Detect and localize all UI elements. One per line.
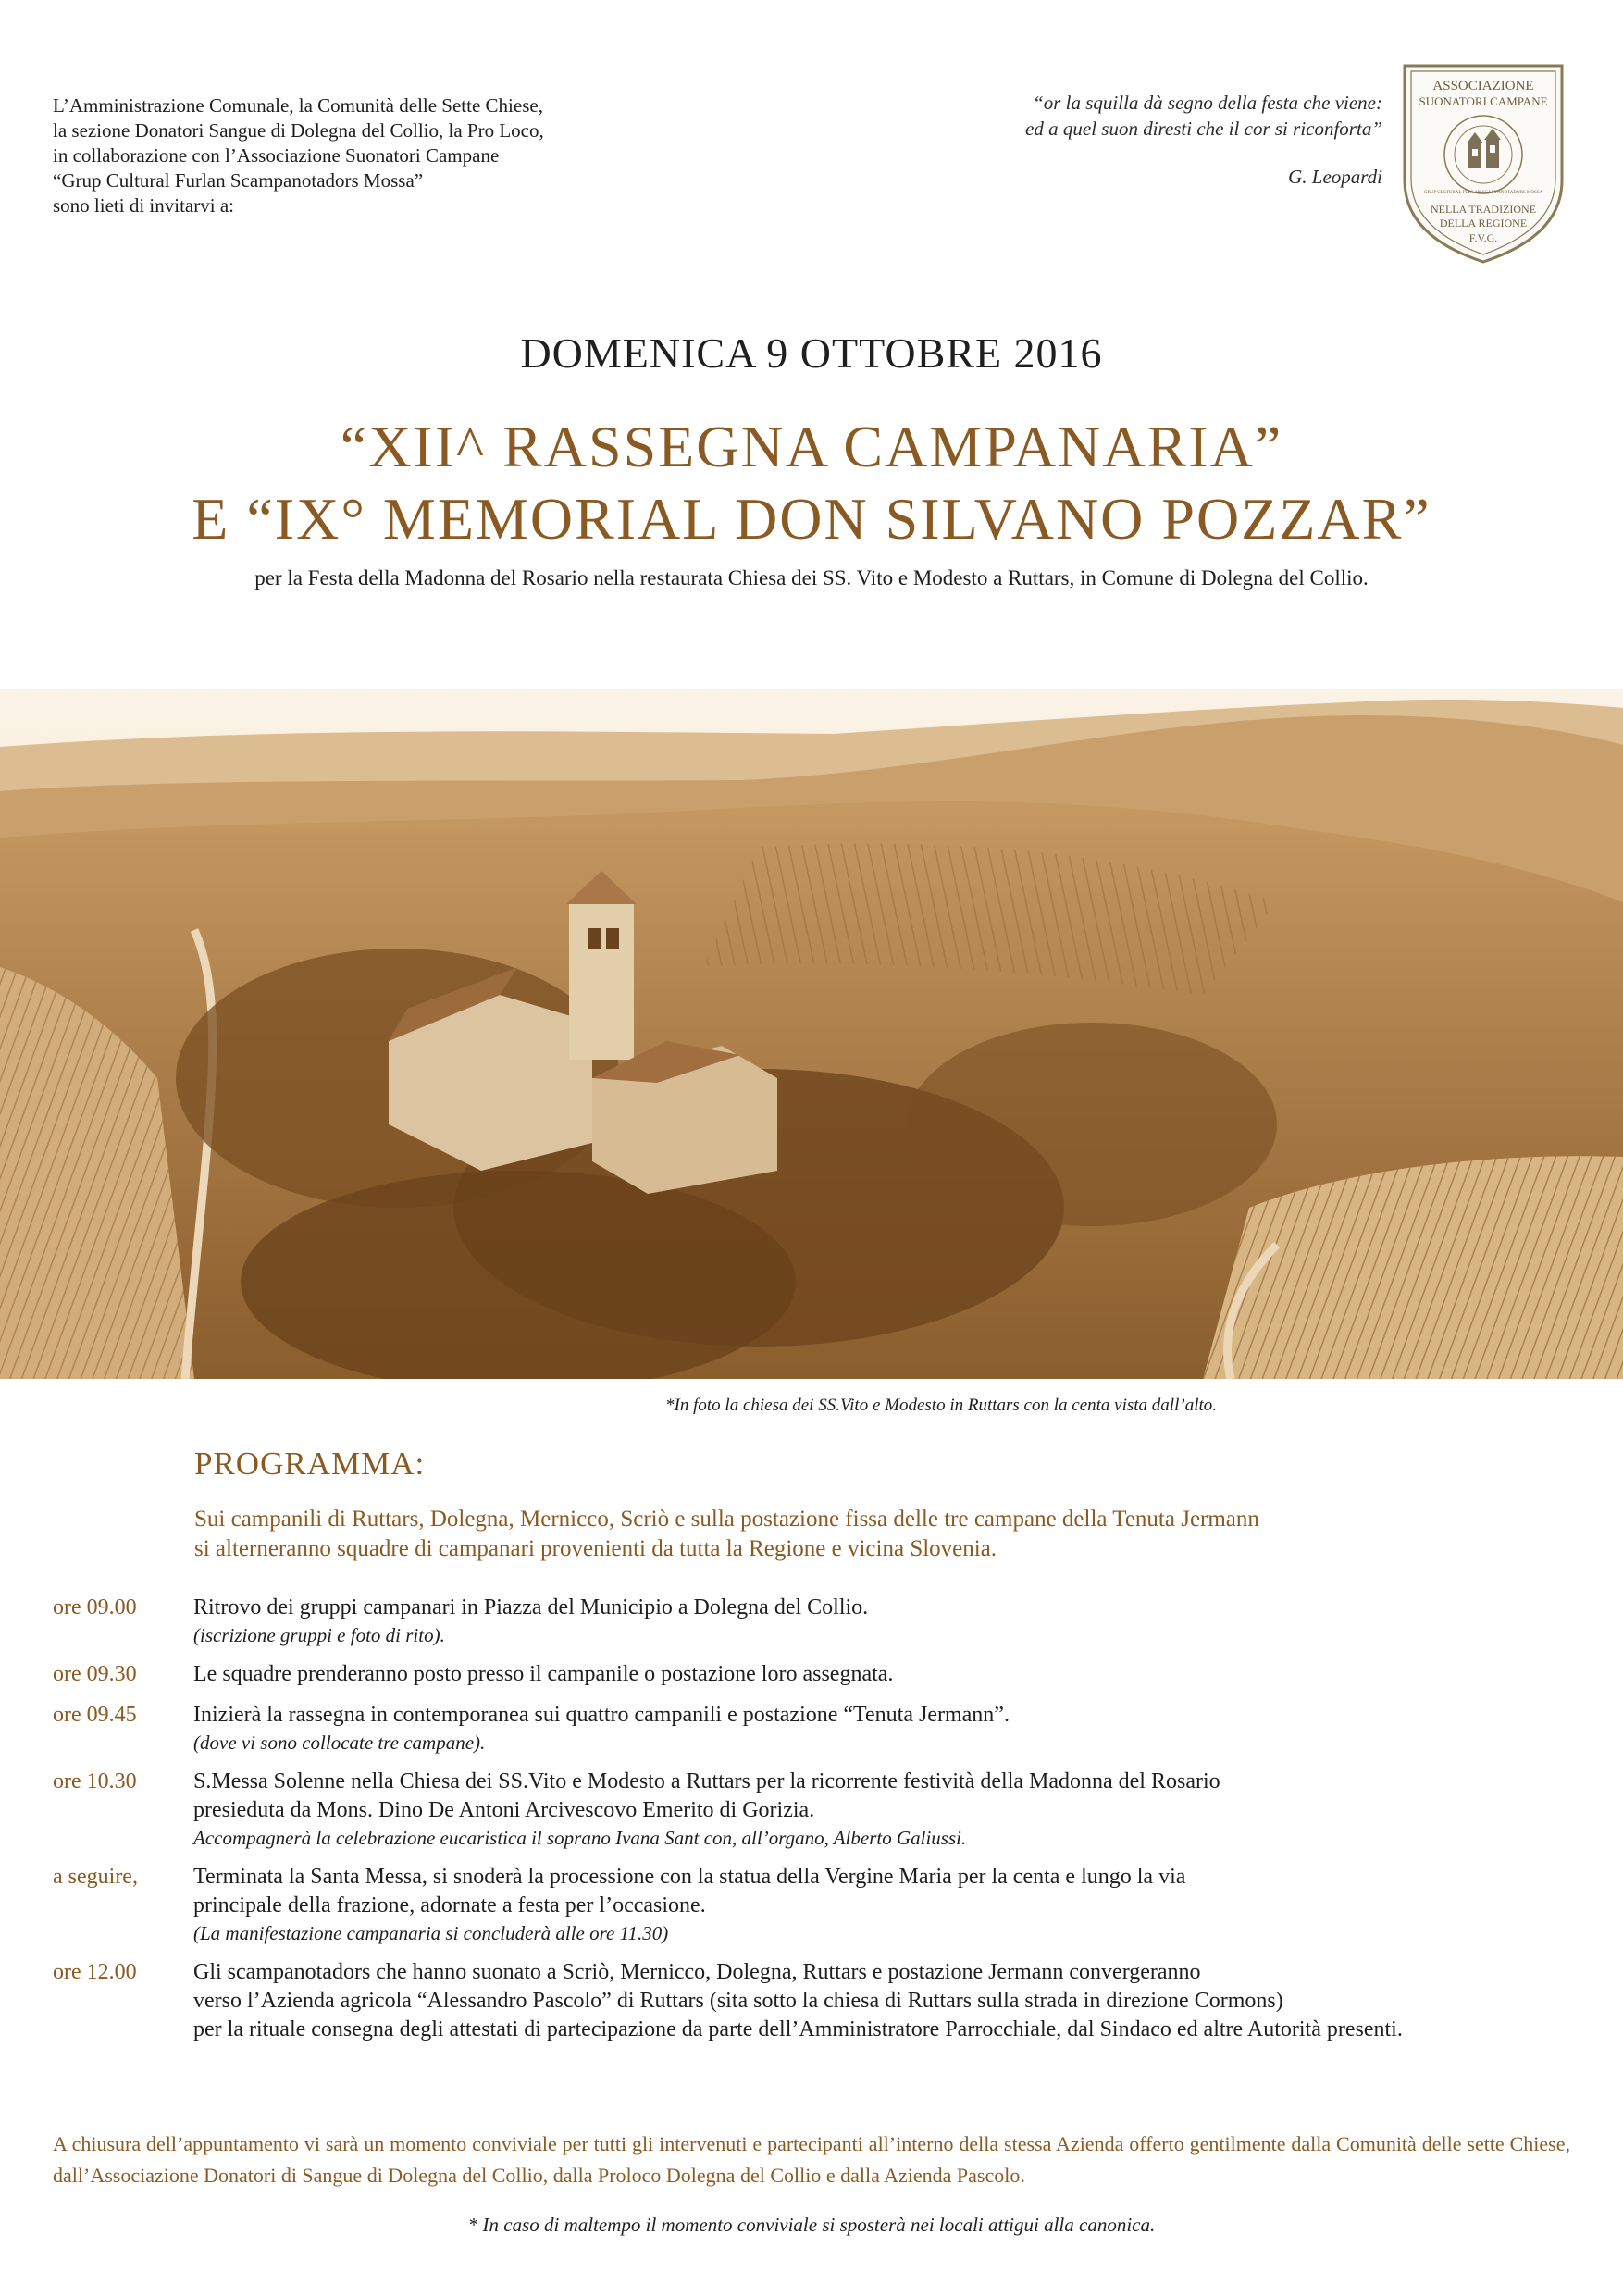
schedule-line: Ritrovo dei gruppi campanari in Piazza del Municipio a Dolegna del Collio. (193, 1595, 869, 1620)
schedule-line: Terminata la Santa Messa, si snoderà la processione con la statua della Vergine Maria per la centa e lungo la via (193, 1865, 1186, 1889)
schedule-time: ore 10.30 (53, 1769, 137, 1793)
organisers-intro (53, 93, 719, 218)
schedule-item (53, 1768, 1580, 1851)
schedule-note: (dove vi sono collocate tre campane). (193, 1731, 486, 1754)
schedule-note: (La manifestazione campanaria si concluderà alle ore 11.30) (193, 1922, 669, 1944)
schedule-description (193, 1863, 1580, 1946)
schedule-line: Le squadre prenderanno posto presso il campanile o postazione loro assegnata. (193, 1662, 894, 1686)
programme-title: PROGRAMMA: (194, 1446, 426, 1482)
schedule-line: Gli scampanotadors che hanno suonato a Scriò, Mernicco, Dolegna, Ruttars e postazione Jermann convergeranno (193, 1960, 1201, 1984)
schedule-note: Accompagnerà la celebrazione eucaristica il soprano Ivana Sant con, all’organo, Alberto Galiussi. (193, 1827, 967, 1849)
event-title-line2: E “IX° MEMORIAL DON SILVANO POZZAR” (192, 486, 1431, 552)
quote-author: G. Leopardi (1288, 166, 1382, 188)
schedule-time: ore 09.45 (53, 1703, 137, 1727)
badge-top-line1: ASSOCIAZIONE (1432, 79, 1534, 93)
schedule-item (53, 1863, 1580, 1946)
badge-bottom-line1: NELLA TRADIZIONE (1430, 203, 1537, 216)
intro-line: in collaborazione con l’Associazione Suonatori Campane (53, 144, 500, 167)
schedule-description (193, 1701, 1580, 1756)
schedule-description (193, 1594, 1580, 1648)
schedule-line: S.Messa Solenne nella Chiesa dei SS.Vito e Modesto a Ruttars per la ricorrente festività della Madonna del Rosario (193, 1769, 1220, 1793)
association-badge-logo (1399, 62, 1567, 266)
quote-line: ed a quel suon diresti che il cor si riconforta” (1025, 118, 1382, 140)
intro-line: la sezione Donatori Sangue di Dolegna del Collio, la Pro Loco, (53, 119, 544, 142)
schedule-time: ore 12.00 (53, 1960, 137, 1984)
badge-top-line2: SUONATORI CAMPANE (1419, 94, 1548, 108)
event-date: DOMENICA 9 OTTOBRE 2016 (520, 329, 1103, 377)
church-aerial-photo (0, 689, 1623, 1379)
schedule-line: principale della frazione, adornate a festa per l’occasione. (193, 1893, 706, 1917)
schedule-time: ore 09.00 (53, 1595, 137, 1620)
schedule-description (193, 1958, 1580, 2044)
quote-line: “or la squilla dà segno della festa che viene: (1033, 92, 1382, 114)
intro-line: L’Amministrazione Comunale, la Comunità delle Sette Chiese, (53, 94, 543, 117)
programme-intro (194, 1505, 1582, 1564)
schedule-item (53, 1701, 1580, 1756)
schedule-item (53, 1594, 1580, 1648)
bad-weather-footnote: * In caso di maltempo il momento conviviale si sposterà nei locali attigui alla canonica. (467, 2214, 1156, 2236)
leopardi-quote (864, 90, 1382, 190)
event-subtitle: per la Festa della Madonna del Rosario nella restaurata Chiesa dei SS. Vito e Modesto a Ruttars, in Comune di Dolegna del Collio. (254, 566, 1369, 590)
schedule-time: ore 09.30 (53, 1662, 137, 1686)
programme-intro-line: Sui campanili di Ruttars, Dolegna, Mernicco, Scriò e sulla postazione fissa delle tre campane della Tenuta Jermann (194, 1507, 1259, 1532)
photo-caption: *In foto la chiesa dei SS.Vito e Modesto in Ruttars con la centa vista dall’alto. (665, 1396, 1217, 1415)
schedule-note: (iscrizione gruppi e foto di rito). (193, 1624, 445, 1646)
badge-bottom-line2: DELLA REGIONE (1439, 217, 1528, 230)
schedule-item (53, 1660, 1580, 1689)
event-title-line1: “XII^ RASSEGNA CAMPANARIA” (340, 414, 1283, 479)
schedule-item (53, 1958, 1580, 2044)
programme-intro-line: si alterneranno squadre di campanari provenienti da tutta la Regione e vicina Slovenia. (194, 1536, 997, 1561)
badge-inner-text: GRUP CULTURAL FURLAN SCAMPANOTADORS MOSSA (1423, 191, 1543, 195)
intro-line: “Grup Cultural Furlan Scampanotadors Mossa” (53, 169, 424, 192)
programme-schedule (53, 1594, 1580, 2056)
schedule-line: verso l’Azienda agricola “Alessandro Pascolo” di Ruttars (sita sotto la chiesa di Ruttars sulla strada in direzione Cormons) (193, 1989, 1283, 2013)
badge-bottom-line3: F.V.G. (1468, 231, 1498, 244)
schedule-time: a seguire, (53, 1865, 138, 1889)
schedule-line: presieduta da Mons. Dino De Antoni Arcivescovo Emerito di Gorizia. (193, 1798, 815, 1822)
intro-line: sono lieti di invitarvi a: (53, 194, 234, 217)
schedule-description (193, 1660, 1580, 1689)
schedule-line: Inizierà la rassegna in contemporanea sui quattro campanili e postazione “Tenuta Jermann”. (193, 1703, 1010, 1727)
schedule-description (193, 1768, 1580, 1851)
closing-paragraph: A chiusura dell’appuntamento vi sarà un momento conviviale per tutti gli intervenuti e partecipanti all’interno della stessa Azienda offerto gentilmente dalla Comunità delle sette Chiese, dall’Associazione Donatori di Sangue di Dolegna del Collio, dalla Proloco Dolegna del Collio e dalla Azienda Pascolo. (53, 2132, 1570, 2187)
schedule-line: per la rituale consegna degli attestati di partecipazione da parte dell’Amministratore Parrocchiale, dal Sindaco ed altre Autorità presenti. (193, 2017, 1403, 2042)
